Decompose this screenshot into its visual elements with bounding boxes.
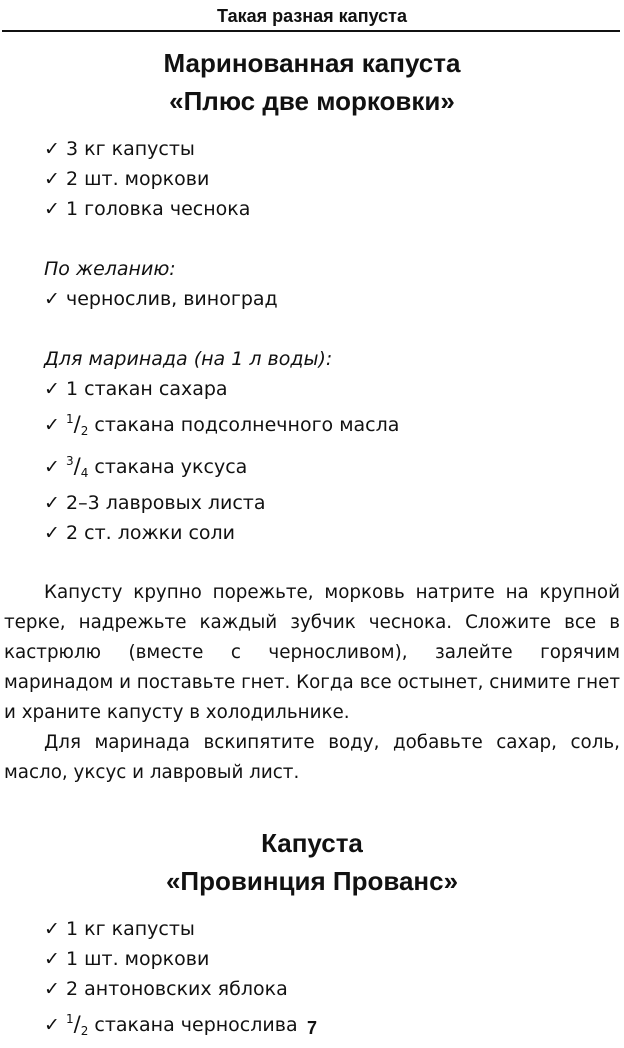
list-item: ✓ $^1/_2$ стакана чернослива: [44, 1012, 298, 1038]
recipe-1-paragraph: Для маринада вскипятите воду, добавьте сахар, соль, масло, уксус и лавровый лист.: [4, 732, 620, 783]
list-item: ✓ 1 кг капусты: [0, 914, 624, 944]
fraction-slash: /: [73, 1012, 81, 1036]
check-icon: ✓: [44, 414, 60, 436]
check-icon: ✓: [44, 288, 60, 310]
list-item: ✓ 2 шт. моркови: [0, 164, 624, 194]
recipe-1-title-line-1: Маринованная капуста: [163, 48, 461, 78]
recipe-1-paragraph: Капусту крупно порежьте, морковь натрите на крупной терке, надрежьте каждый зубчик чеснока. Сложите все в кастрюлю (вместе с черносливом), залейте горячим маринадом и поставьте гнет. Когда все остынет, снимите гнет и храните капусту в холодильнике.: [4, 582, 620, 723]
check-icon: ✓: [44, 1014, 60, 1036]
fraction-numerator: 3: [66, 454, 74, 468]
recipe-1-ingredients: [0, 134, 624, 224]
check-icon: ✓: [44, 138, 60, 160]
page-content: [0, 44, 624, 1046]
check-icon: ✓: [44, 918, 60, 940]
page-number: 7: [306, 1018, 317, 1038]
recipe-2-title-line-2: «Провинция Прованс»: [165, 866, 459, 896]
check-icon: ✓: [44, 168, 60, 190]
check-icon: ✓: [44, 492, 60, 514]
check-icon: ✓: [44, 198, 60, 220]
check-icon: ✓: [44, 948, 60, 970]
fraction-slash: /: [73, 412, 81, 436]
marinade-label: Для маринада (на 1 л воды):: [44, 348, 333, 370]
recipe-1-marinade: [0, 374, 624, 548]
fraction-denominator: 4: [80, 466, 89, 480]
list-item: ✓ 2 антоновских яблока: [0, 974, 624, 1004]
fraction-denominator: 2: [80, 424, 89, 438]
recipe-1-optional-ingredients: [0, 284, 624, 314]
header-rule: [2, 30, 620, 32]
check-icon: ✓: [44, 456, 60, 478]
fraction-numerator: 1: [66, 412, 74, 426]
running-head: Такая разная капуста: [217, 6, 407, 26]
list-item: ✓ $^1/_2$ стакана подсолнечного масла: [44, 412, 400, 438]
recipe-2-title-line-1: Капуста: [261, 828, 363, 858]
check-icon: ✓: [44, 978, 60, 1000]
check-icon: ✓: [44, 522, 60, 544]
fraction-slash: /: [73, 454, 81, 478]
list-item: ✓ 1 стакан сахара: [0, 374, 624, 404]
recipe-2-title: [0, 824, 624, 900]
recipe-1-title: [0, 44, 624, 120]
list-item: ✓ 2 ст. ложки соли: [0, 518, 624, 548]
optional-label: По желанию:: [44, 258, 176, 280]
fraction-numerator: 1: [66, 1012, 74, 1026]
list-item: ✓ 1 шт. моркови: [0, 944, 624, 974]
check-icon: ✓: [44, 378, 60, 400]
fraction-denominator: 2: [80, 1024, 89, 1038]
list-item: ✓ 3 кг капусты: [0, 134, 624, 164]
list-item: ✓ 1 головка чеснока: [0, 194, 624, 224]
list-item: ✓ чернослив, виноград: [0, 284, 624, 314]
recipe-1-title-line-2: «Плюс две морковки»: [169, 86, 455, 116]
list-item: ✓ 2–3 лавровых листа: [0, 488, 624, 518]
list-item: ✓ $^3/_4$ стакана уксуса: [44, 454, 248, 480]
